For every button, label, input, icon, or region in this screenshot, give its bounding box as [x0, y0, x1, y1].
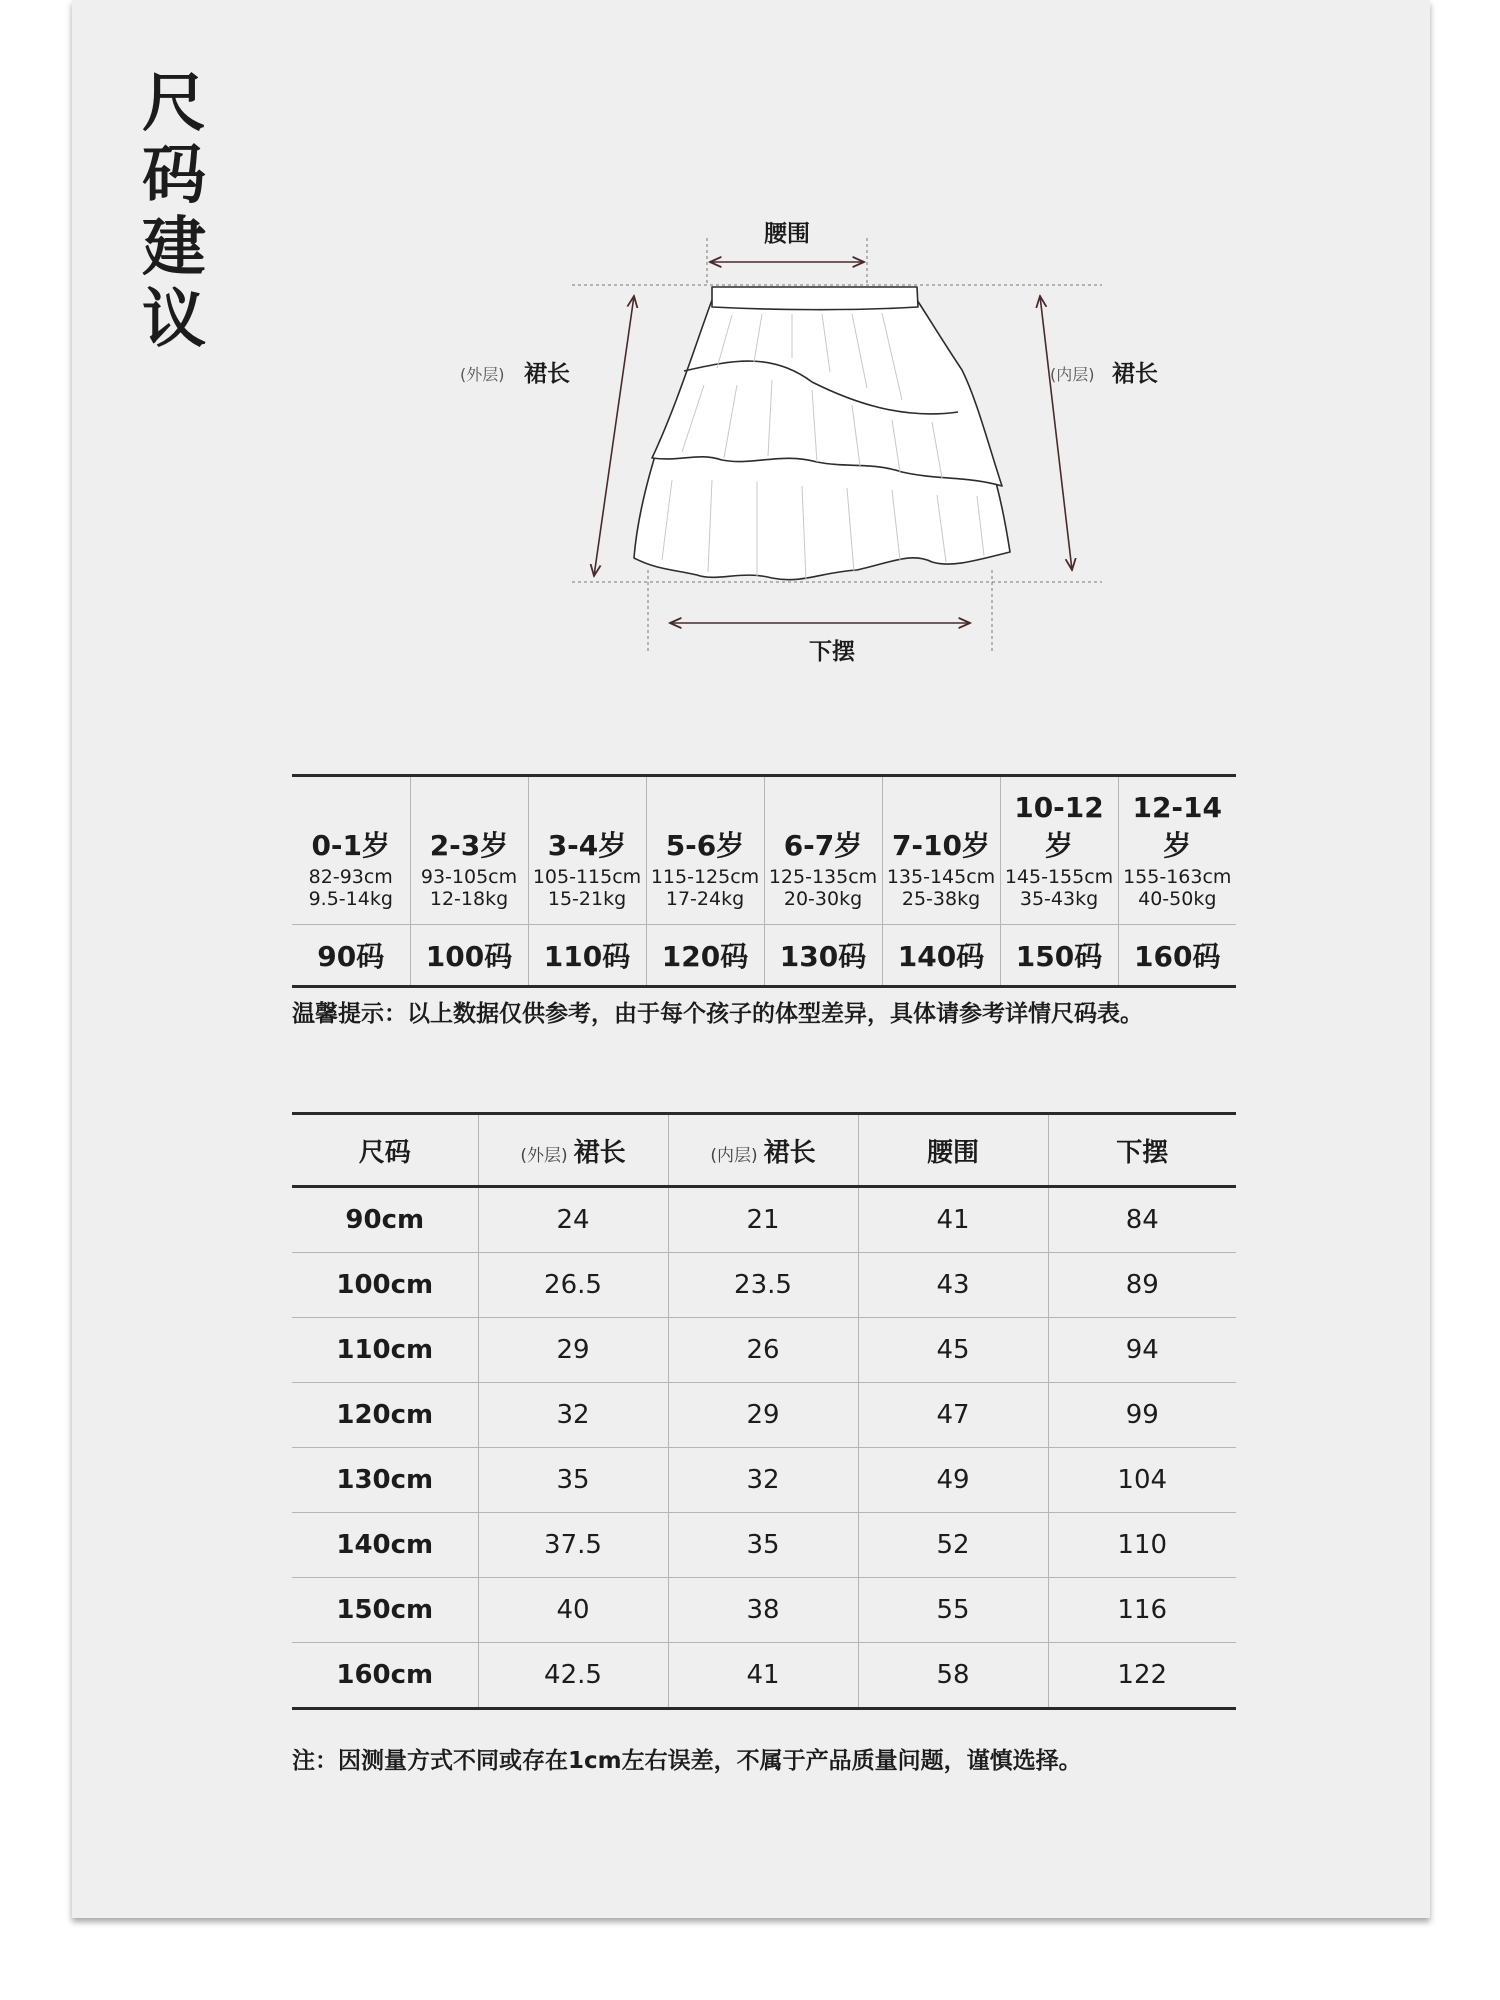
table-cell: 160cm	[292, 1643, 478, 1709]
waist-label: 腰围	[764, 221, 810, 247]
header-size: 尺码	[292, 1114, 478, 1187]
inner-prefix-label: (内层)	[1050, 365, 1095, 384]
table-row	[292, 1318, 1236, 1383]
size-cell: 150码	[1000, 925, 1118, 987]
age-cell: 0-1岁	[311, 829, 391, 862]
measurement-cell: 125-135cm 20-30kg	[764, 864, 882, 925]
table-cell: 116	[1048, 1578, 1236, 1643]
table-cell: 47	[858, 1383, 1048, 1448]
table-cell: 26.5	[478, 1253, 668, 1318]
size-guide-card	[72, 0, 1430, 1918]
footnote: 注：因测量方式不同或存在1cm左右误差，不属于产品质量问题，谨慎选择。	[292, 1748, 1082, 1774]
table-cell: 45	[858, 1318, 1048, 1383]
hem-label: 下摆	[809, 639, 855, 665]
measurement-row	[292, 864, 1236, 925]
outer-prefix-label: (外层)	[460, 365, 505, 384]
header-inner-length: (内层) 裙长	[668, 1114, 858, 1187]
tip-note: 温馨提示：以上数据仅供参考，由于每个孩子的体型差异，具体请参考详情尺码表。	[292, 1001, 1143, 1027]
table-cell: 110cm	[292, 1318, 478, 1383]
table-cell: 140cm	[292, 1513, 478, 1578]
measurement-cell: 135-145cm 25-38kg	[882, 864, 1000, 925]
table-row	[292, 1448, 1236, 1513]
table-cell: 90cm	[345, 1205, 425, 1235]
table-cell: 110	[1048, 1513, 1236, 1578]
table-cell: 100cm	[292, 1253, 478, 1318]
table-cell: 35	[478, 1448, 668, 1513]
table-cell: 122	[1048, 1643, 1236, 1709]
table-cell: 41	[858, 1187, 1048, 1253]
age-cell: 12-14岁	[1118, 776, 1236, 865]
age-cell: 7-10岁	[882, 776, 1000, 865]
measurement-cell: 82-93cm 9.5-14kg	[308, 866, 393, 910]
measurement-cell: 145-155cm 35-43kg	[1000, 864, 1118, 925]
table-cell: 35	[668, 1513, 858, 1578]
table-cell: 99	[1048, 1383, 1236, 1448]
table-cell: 40	[478, 1578, 668, 1643]
measurement-table	[292, 1112, 1236, 1710]
table-cell: 55	[858, 1578, 1048, 1643]
table-row	[292, 1513, 1236, 1578]
skirt-illustration	[460, 190, 1172, 670]
age-cell: 10-12岁	[1000, 776, 1118, 865]
table-cell: 49	[858, 1448, 1048, 1513]
size-cell: 120码	[646, 925, 764, 987]
measurement-cell: 115-125cm 17-24kg	[646, 864, 764, 925]
size-cell: 110码	[528, 925, 646, 987]
table-cell: 120cm	[292, 1383, 478, 1448]
page-title: 尺 码 建 议	[142, 67, 206, 357]
table-cell: 29	[668, 1383, 858, 1448]
table-cell: 29	[478, 1318, 668, 1383]
table-cell: 52	[858, 1513, 1048, 1578]
age-row	[292, 776, 1236, 865]
table-row	[292, 1253, 1236, 1318]
table-cell: 58	[858, 1643, 1048, 1709]
table-cell: 37.5	[478, 1513, 668, 1578]
table-row	[292, 1643, 1236, 1709]
table-cell: 150cm	[292, 1578, 478, 1643]
measurement-cell: 155-163cm 40-50kg	[1118, 864, 1236, 925]
table-cell: 41	[668, 1643, 858, 1709]
table-cell: 26	[668, 1318, 858, 1383]
size-cell: 90码	[292, 925, 410, 987]
table-cell: 89	[1048, 1253, 1236, 1318]
skirt-diagram	[460, 190, 1172, 670]
inner-length-label: 裙长	[1112, 361, 1158, 387]
table-cell: 38	[668, 1578, 858, 1643]
table-cell: 130cm	[292, 1448, 478, 1513]
table-cell: 24	[478, 1187, 668, 1253]
table-cell: 43	[858, 1253, 1048, 1318]
size-row	[292, 925, 1236, 987]
table-cell: 21	[668, 1187, 858, 1253]
table-row	[292, 1187, 1236, 1253]
size-cell: 100码	[410, 925, 528, 987]
table-cell: 104	[1048, 1448, 1236, 1513]
measurement-cell: 105-115cm 15-21kg	[528, 864, 646, 925]
table-cell: 84	[1048, 1187, 1236, 1253]
measurement-cell: 93-105cm 12-18kg	[410, 864, 528, 925]
outer-length-label: 裙长	[524, 361, 570, 387]
header-outer-length: (外层) 裙长	[478, 1114, 668, 1187]
table-cell: 23.5	[668, 1253, 858, 1318]
age-cell: 6-7岁	[764, 776, 882, 865]
size-cell: 140码	[882, 925, 1000, 987]
table-cell: 32	[668, 1448, 858, 1513]
table-row	[292, 1578, 1236, 1643]
age-cell: 2-3岁	[410, 776, 528, 865]
age-cell: 3-4岁	[528, 776, 646, 865]
table-cell: 42.5	[478, 1643, 668, 1709]
size-recommendation-table	[292, 774, 1236, 988]
table-cell: 32	[478, 1383, 668, 1448]
size-cell: 160码	[1118, 925, 1236, 987]
header-hem: 下摆	[1048, 1114, 1236, 1187]
age-cell: 5-6岁	[646, 776, 764, 865]
table-row	[292, 1383, 1236, 1448]
size-cell: 130码	[764, 925, 882, 987]
header-waist: 腰围	[858, 1114, 1048, 1187]
table-cell: 94	[1048, 1318, 1236, 1383]
table-header-row	[292, 1114, 1236, 1187]
